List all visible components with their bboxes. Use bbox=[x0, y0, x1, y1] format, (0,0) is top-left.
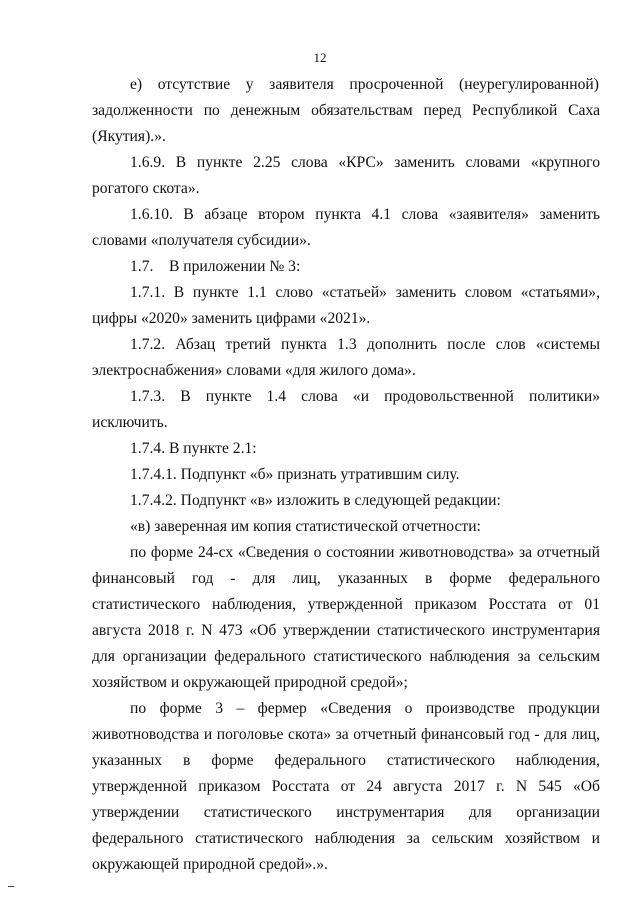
paragraph-1-7-2: 1.7.2. Абзац третий пункта 1.3 дополнить после слов «системы электроснабжения» словами «для жилого дома». bbox=[92, 336, 600, 379]
paragraph-1-7-4-2: 1.7.4.2. Подпункт «в» изложить в следующей редакции: bbox=[130, 492, 501, 509]
paragraph-1-6-10: 1.6.10. В абзаце втором пункта 4.1 слова «заявителя» заменить словами «получателя субсидии». bbox=[92, 206, 600, 249]
document-body bbox=[92, 72, 600, 878]
paragraph-quoted-item-v: «в) заверенная им копия статистической отчетности: bbox=[130, 518, 481, 535]
page-number: 12 bbox=[313, 50, 327, 65]
paragraph-1-6-9: 1.6.9. В пункте 2.25 слова «КРС» заменить словами «крупного рогатого скота». bbox=[92, 154, 600, 197]
paragraph-1-7-3: 1.7.3. В пункте 1.4 слова «и продовольственной политики» исключить. bbox=[92, 388, 600, 431]
paragraph-1-7: 1.7. В приложении № 3: bbox=[130, 258, 301, 275]
paragraph-1-7-1: 1.7.1. В пункте 1.1 слово «статьей» заменить словом «статьями», цифры «2020» заменить цифрами «2021». bbox=[92, 284, 600, 327]
scan-margin-mark bbox=[8, 886, 14, 887]
paragraph-1-7-4: 1.7.4. В пункте 2.1: bbox=[130, 440, 257, 457]
paragraph-form-24-sh: по форме 24-сх «Сведения о состоянии животноводства» за отчетный финансовый год - для лиц, указанных в форме федерального статистического наблюдения, утвержденной приказом Росстата от 01 августа 2018 г. N 473 «Об утверждении статистического инструментария для организации федерального статистического наблюдения за сельским хозяйством и окружающей природной средой»; bbox=[92, 544, 600, 691]
paragraph-form-3-fermer: по форме 3 – фермер «Сведения о производстве продукции животноводства и поголовье скота» за отчетный финансовый год - для лиц, указанных в форме федерального статистического наблюдения, утвержденной приказом Росстата от 24 августа 2017 г. N 545 «Об утверждении статистического инструментария для организации федерального статистического наблюдения за сельским хозяйством и окружающей природной средой».». bbox=[92, 700, 600, 873]
paragraph-1-7-4-1: 1.7.4.1. Подпункт «б» признать утратившим силу. bbox=[130, 466, 460, 483]
paragraph-item-e: е) отсутствие у заявителя просроченной (неурегулированной) задолженности по денежным обязательствам перед Республикой Саха (Якутия).». bbox=[92, 76, 600, 145]
